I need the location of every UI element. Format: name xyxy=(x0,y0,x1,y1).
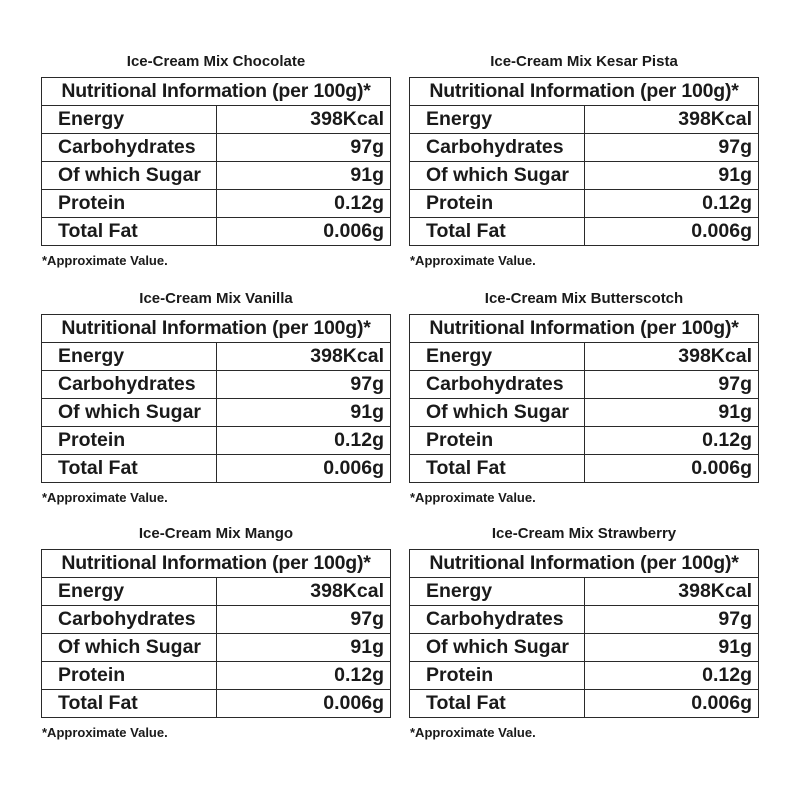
row-label: Of which Sugar xyxy=(42,399,217,427)
row-label: Carbohydrates xyxy=(410,134,585,162)
table-row xyxy=(410,190,759,218)
row-label: Of which Sugar xyxy=(410,162,585,190)
panel-title: Ice-Cream Mix Strawberry xyxy=(491,525,677,542)
row-label: Protein xyxy=(410,190,585,218)
row-value: 97g xyxy=(216,371,391,399)
footnote: *Approximate Value. xyxy=(410,253,536,268)
row-value: 91g xyxy=(584,634,759,662)
nutrition-panel-chocolate xyxy=(41,50,391,268)
table-row xyxy=(42,455,391,483)
row-value: 0.12g xyxy=(584,427,759,455)
row-value: 91g xyxy=(216,399,391,427)
table-header-row xyxy=(410,550,759,578)
table-row xyxy=(410,162,759,190)
row-label: Total Fat xyxy=(42,218,217,246)
row-label: Carbohydrates xyxy=(410,371,585,399)
table-row xyxy=(42,371,391,399)
row-value: 97g xyxy=(584,371,759,399)
nutrition-table xyxy=(41,77,391,246)
row-label: Of which Sugar xyxy=(42,162,217,190)
table-row xyxy=(410,634,759,662)
table-header: Nutritional Information (per 100g)* xyxy=(42,315,391,343)
row-label: Total Fat xyxy=(42,455,217,483)
row-label: Protein xyxy=(42,427,217,455)
table-header-row xyxy=(42,550,391,578)
row-value: 0.12g xyxy=(216,190,391,218)
table-row xyxy=(42,106,391,134)
table-row xyxy=(42,162,391,190)
nutrition-table xyxy=(409,549,759,718)
panel-title: Ice-Cream Mix Mango xyxy=(138,525,294,542)
table-row xyxy=(42,634,391,662)
row-value: 91g xyxy=(216,162,391,190)
nutrition-table xyxy=(41,549,391,718)
table-header: Nutritional Information (per 100g)* xyxy=(410,315,759,343)
row-label: Energy xyxy=(42,343,217,371)
table-header-row xyxy=(42,78,391,106)
row-label: Protein xyxy=(410,427,585,455)
row-label: Energy xyxy=(410,578,585,606)
table-row xyxy=(410,343,759,371)
row-value: 0.006g xyxy=(216,690,391,718)
row-value: 0.006g xyxy=(216,218,391,246)
table-row xyxy=(42,606,391,634)
table-row xyxy=(410,606,759,634)
table-row xyxy=(410,218,759,246)
table-row xyxy=(410,662,759,690)
row-value: 0.006g xyxy=(216,455,391,483)
row-value: 398Kcal xyxy=(216,578,391,606)
row-label: Of which Sugar xyxy=(410,399,585,427)
nutrition-panel-strawberry xyxy=(409,522,759,740)
table-header-row xyxy=(42,315,391,343)
table-row xyxy=(410,578,759,606)
row-label: Energy xyxy=(42,106,217,134)
table-row xyxy=(410,427,759,455)
panel-title: Ice-Cream Mix Kesar Pista xyxy=(490,53,678,70)
row-value: 0.12g xyxy=(584,662,759,690)
row-label: Energy xyxy=(42,578,217,606)
row-label: Protein xyxy=(42,190,217,218)
row-value: 398Kcal xyxy=(216,343,391,371)
table-row xyxy=(410,106,759,134)
row-value: 97g xyxy=(216,134,391,162)
row-label: Of which Sugar xyxy=(410,634,585,662)
table-header: Nutritional Information (per 100g)* xyxy=(410,550,759,578)
table-row xyxy=(42,343,391,371)
row-label: Protein xyxy=(42,662,217,690)
table-header-row xyxy=(410,315,759,343)
table-row xyxy=(410,371,759,399)
row-label: Total Fat xyxy=(410,218,585,246)
table-header: Nutritional Information (per 100g)* xyxy=(410,78,759,106)
row-label: Carbohydrates xyxy=(42,371,217,399)
table-row xyxy=(42,662,391,690)
row-value: 0.006g xyxy=(584,218,759,246)
table-header-row xyxy=(410,78,759,106)
table-row xyxy=(42,427,391,455)
table-row xyxy=(42,218,391,246)
table-row xyxy=(42,399,391,427)
nutrition-table xyxy=(409,77,759,246)
row-value: 91g xyxy=(584,162,759,190)
row-label: Carbohydrates xyxy=(42,606,217,634)
nutrition-panel-butterscotch xyxy=(409,287,759,505)
panel-title: Ice-Cream Mix Chocolate xyxy=(126,53,306,70)
row-value: 0.12g xyxy=(584,190,759,218)
nutrition-table xyxy=(41,314,391,483)
footnote: *Approximate Value. xyxy=(410,490,536,505)
row-value: 97g xyxy=(584,606,759,634)
row-value: 0.12g xyxy=(216,427,391,455)
row-value: 398Kcal xyxy=(584,578,759,606)
row-label: Carbohydrates xyxy=(410,606,585,634)
table-header: Nutritional Information (per 100g)* xyxy=(42,78,391,106)
row-value: 97g xyxy=(584,134,759,162)
table-row xyxy=(42,690,391,718)
table-row xyxy=(410,455,759,483)
table-header: Nutritional Information (per 100g)* xyxy=(42,550,391,578)
footnote: *Approximate Value. xyxy=(42,253,168,268)
row-label: Energy xyxy=(410,343,585,371)
row-value: 0.12g xyxy=(216,662,391,690)
table-row xyxy=(410,134,759,162)
row-label: Of which Sugar xyxy=(42,634,217,662)
row-value: 398Kcal xyxy=(584,343,759,371)
row-value: 0.006g xyxy=(584,690,759,718)
table-row xyxy=(410,399,759,427)
row-label: Protein xyxy=(410,662,585,690)
row-value: 398Kcal xyxy=(216,106,391,134)
row-label: Carbohydrates xyxy=(42,134,217,162)
table-row xyxy=(42,190,391,218)
table-row xyxy=(42,578,391,606)
row-value: 91g xyxy=(584,399,759,427)
footnote: *Approximate Value. xyxy=(410,725,536,740)
row-value: 0.006g xyxy=(584,455,759,483)
row-value: 91g xyxy=(216,634,391,662)
panel-title: Ice-Cream Mix Butterscotch xyxy=(484,290,684,307)
row-value: 97g xyxy=(216,606,391,634)
nutrition-panel-vanilla xyxy=(41,287,391,505)
nutrition-table xyxy=(409,314,759,483)
table-row xyxy=(42,134,391,162)
row-value: 398Kcal xyxy=(584,106,759,134)
nutrition-panel-mango xyxy=(41,522,391,740)
table-row xyxy=(410,690,759,718)
nutrition-panel-kesar-pista xyxy=(409,50,759,268)
row-label: Energy xyxy=(410,106,585,134)
row-label: Total Fat xyxy=(410,690,585,718)
footnote: *Approximate Value. xyxy=(42,490,168,505)
row-label: Total Fat xyxy=(410,455,585,483)
footnote: *Approximate Value. xyxy=(42,725,168,740)
row-label: Total Fat xyxy=(42,690,217,718)
panel-title: Ice-Cream Mix Vanilla xyxy=(139,290,293,307)
